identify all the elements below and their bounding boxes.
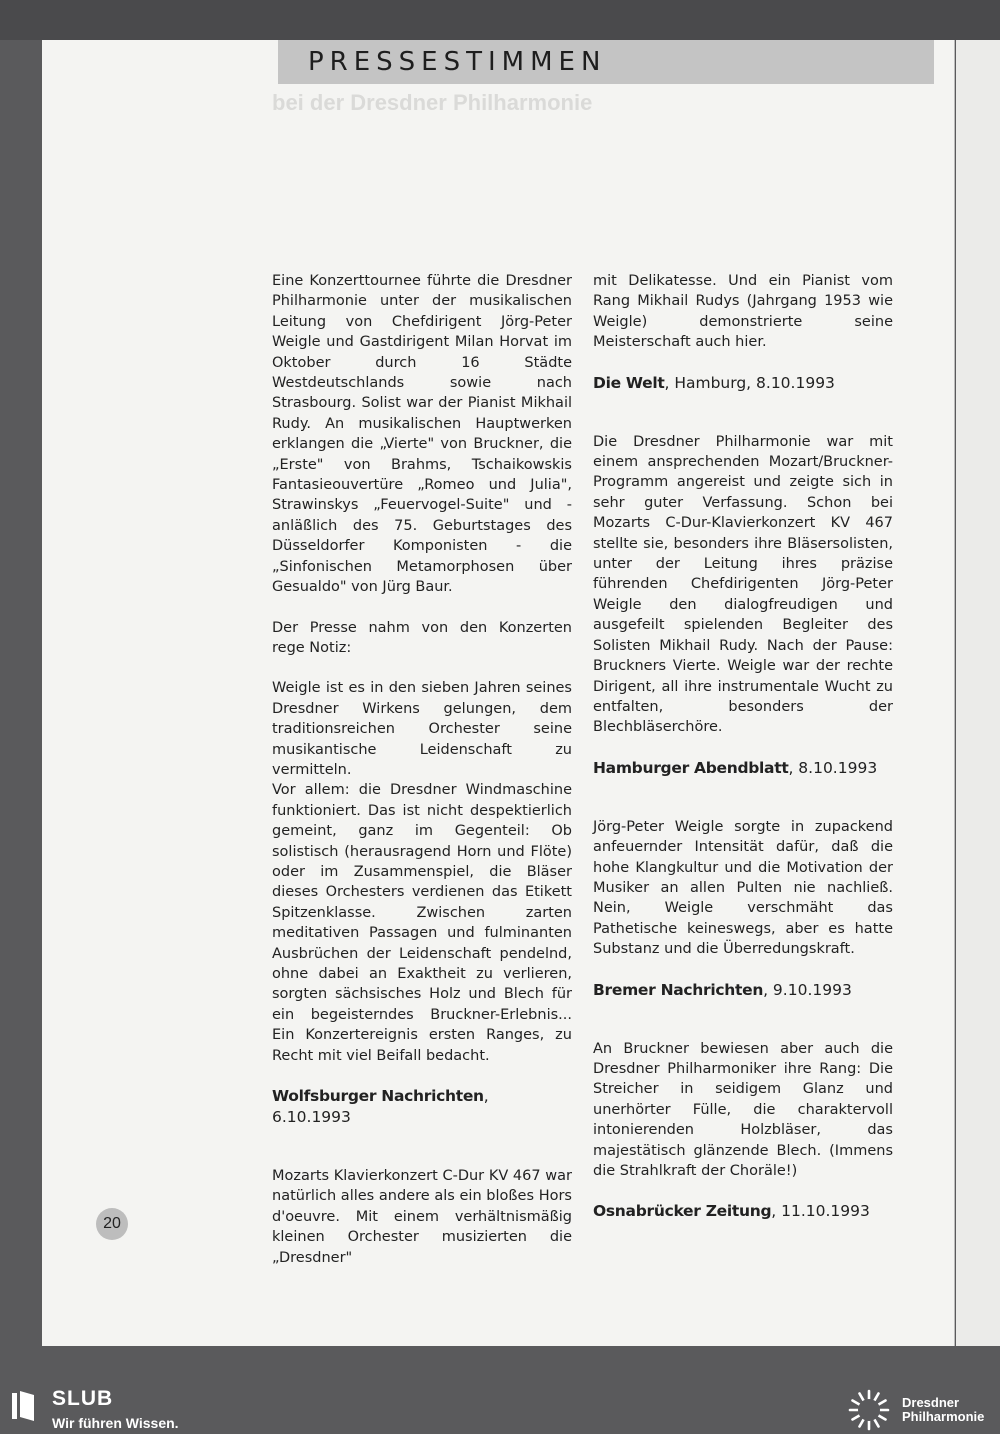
page-title: PRESSESTIMMEN: [308, 47, 607, 77]
source-name: Wolfsburger Nachrichten: [272, 1087, 484, 1106]
source-name: Bremer Nachrichten: [593, 980, 764, 999]
footer-bar: [0, 1386, 1000, 1434]
review-paragraph: Mozarts Klavierkonzert C-Dur KV 467 war natürlich alles andere als ein bloßes Hors d'oeuvre. Mit einem verhältnismäßig kleinen Orchester musizierten die „Dresdner": [272, 1168, 572, 1266]
source-date: , 11.10.1993: [771, 1202, 870, 1221]
press-intro-paragraph: Der Presse nahm von den Konzerten rege Notiz:: [272, 619, 572, 656]
review-paragraph: Vor allem: die Dresdner Windmaschine funktioniert. Das ist nicht despektierlich gemeint, ganz im Gegenteil: Ob solistisch (herausragend Horn und Flöte) oder im Zusammenspiel, die Bläser dieses Orchesters verdienen das Etikett Spitzenklasse. Zwischen zarten meditativen Passagen und fulminanten Ausbrüchen der Leidenschaft pendelnd, ohne dabei an Exaktheit zu verlieren, sorgten sächsisches Holz und Blech für ein begeisterndes Bruckner-Erlebnis... Ein Konzertereignis ersten Ranges, zu Recht mit viel Beifall bedacht.: [272, 782, 572, 1064]
scan-background: [0, 0, 1000, 40]
review-source: [272, 1086, 572, 1128]
source-date: , Hamburg, 8.10.1993: [664, 373, 835, 392]
source-name: Osnabrücker Zeitung: [593, 1202, 772, 1221]
left-column: [272, 271, 572, 1288]
review-paragraph: Weigle ist es in den sieben Jahren seines Dresdner Wirkens gelungen, dem traditionsreichen Orchester seine musikantische Leidenschaft zu vermitteln.: [272, 680, 572, 778]
review-source: [593, 980, 893, 1001]
slub-logo-icon: [12, 1391, 36, 1421]
source-date: , 6.10.1993: [272, 1087, 489, 1127]
page-number-badge: 20: [96, 1208, 128, 1240]
review-source: [593, 373, 893, 394]
partner-line-1: Dresdner: [902, 1395, 960, 1410]
document-page: [42, 40, 955, 1346]
source-date: , 9.10.1993: [763, 980, 852, 999]
slub-logo-text[interactable]: SLUB: [52, 1387, 114, 1410]
review-paragraph: mit Delikatesse. Und ein Pianist vom Rang Mikhail Rudys (Jahrgang 1953 wie Weigle) demonstrierte seine Meisterschaft auch hier.: [593, 273, 893, 351]
adjacent-page-edge: [956, 40, 1000, 1346]
review-paragraph: Die Dresdner Philharmonie war mit einem ansprechenden Mozart/Bruckner-Programm angereist und zeigte sich in sehr guter Verfassung. Schon bei Mozarts C-Dur-Klavierkonzert KV 467 stellte sie, besonders ihre Bläsersolisten, unter der Leitung ihres präzise führenden Chefdirigenten Jörg-Peter Weigle den dialogfreudigen und ausgefeilt spielenden Begleiter des Solisten Mikhail Rudy. Nach der Pause: Bruckners Vierte. Weigle war der rechte Dirigent, all ihre instrumentale Wucht zu entfalten, besonders der Blechbläserchöre.: [593, 433, 893, 736]
philharmonie-logo-icon: [846, 1388, 892, 1432]
philharmonie-logo-text[interactable]: [902, 1396, 984, 1424]
slub-tagline: Wir führen Wissen.: [52, 1415, 179, 1431]
source-date: , 8.10.1993: [788, 758, 878, 777]
show-through-subtitle: bei der Dresdner Philharmonie: [272, 90, 593, 115]
intro-paragraph: Eine Konzerttournee führte die Dresdner Philharmonie unter der musikalischen Leitung von Chefdirigent Jörg-Peter Weigle und Gastdirigent Milan Horvat im Oktober durch 16 Städte Westdeutschlands sowie nach Strasbourg. Solist war der Pianist Mikhail Rudy. An musikalischen Hauptwerken erklangen die „Vierte" von Bruckner, die „Erste" von Brahms, Tschaikowskis Fantasieouvertüre „Romeo und Julia", Strawinskys „Feuervogel-Suite" und - anläßlich des 75. Geburtstages des Düsseldorfer Komponisten - die „Sinfonischen Metamorphosen über Gesualdo" von Jürg Baur.: [272, 273, 572, 596]
source-name: Hamburger Abendblatt: [593, 758, 789, 777]
source-name: Die Welt: [593, 373, 665, 392]
review-paragraph: Jörg-Peter Weigle sorgte in zupackend anfeuernder Intensität dafür, daß die hohe Klangkultur und die Motivation der Musiker an allen Pulten nie nachließ. Nein, Weigle verschmäht das Pathetische keineswegs, aber es hatte Substanz und die Überredungskraft.: [593, 818, 893, 958]
right-column: [593, 271, 893, 1260]
review-paragraph: An Bruckner bewiesen aber auch die Dresdner Philharmoniker ihre Rang: Die Streicher in seidigem Glanz und unerhörter Fülle, die charaktervoll intonierenden Holzbläser, das majestätisch glänzende Blech. (Immens die Strahlkraft der Choräle!): [593, 1040, 893, 1179]
header-bar: [278, 40, 934, 84]
review-source: [593, 758, 893, 779]
partner-line-2: Philharmonie: [902, 1409, 985, 1424]
review-source: [593, 1201, 893, 1222]
